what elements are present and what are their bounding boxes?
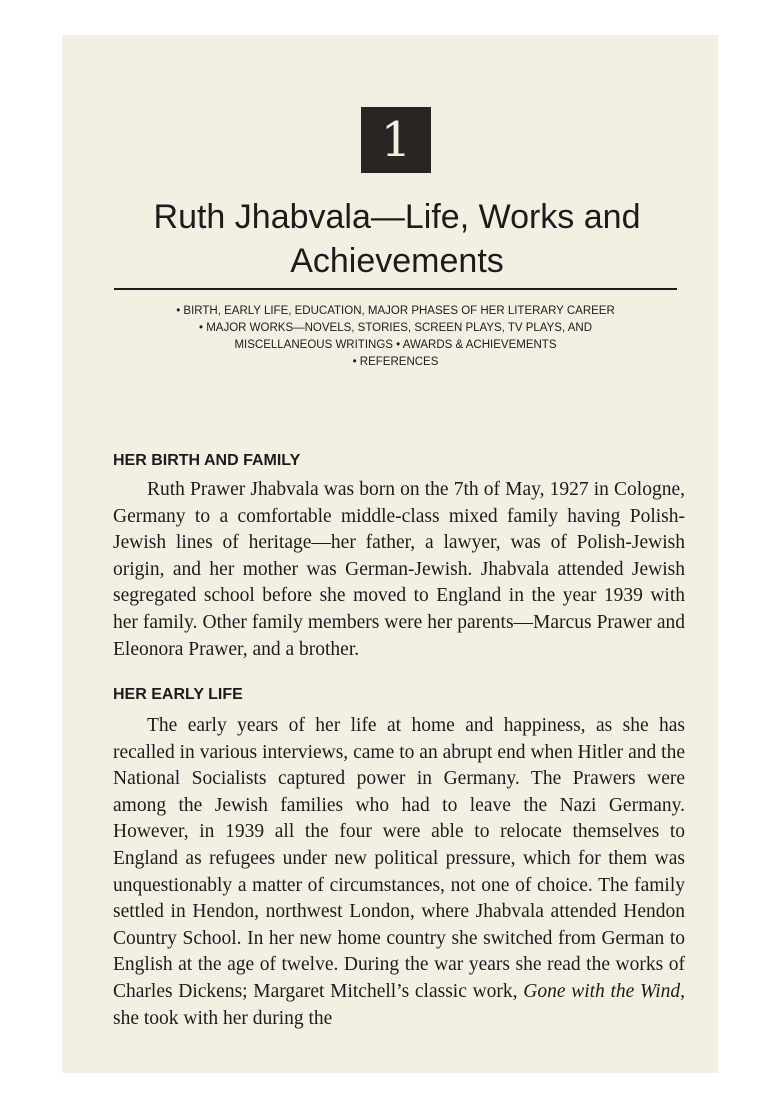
book-title: Gone with the Wind, [523, 980, 685, 1002]
chapter-topics [114, 303, 677, 371]
topics-line-3: MISCELLANEOUS WRITINGS • AWARDS & ACHIEVEMENTS [234, 339, 557, 351]
paragraph-early-life [113, 713, 685, 1032]
section-heading-birth: HER BIRTH AND FAMILY [113, 452, 301, 469]
chapter-title-line-2: Achievements [290, 242, 504, 280]
topics-line-4: • REFERENCES [352, 356, 439, 368]
paragraph-early-life-text-2: she took with her during the [113, 1007, 333, 1029]
chapter-title-line-1: Ruth Jhabvala—Life, Works and [153, 198, 641, 236]
section-heading-early-life: HER EARLY LIFE [113, 686, 243, 703]
chapter-number: 1 [380, 112, 412, 168]
topics-line-2: • MAJOR WORKS—NOVELS, STORIES, SCREEN PLAYS, TV PLAYS, AND [199, 322, 592, 334]
chapter-number-box [361, 107, 431, 173]
book-page [62, 35, 718, 1073]
paragraph-birth: Ruth Prawer Jhabvala was born on the 7th of May, 1927 in Cologne, Germany to a comfortable middle-class mixed family having Polish-Jewish lines of heritage—her father, a lawyer, was of Polish-Jewish origin, and her mother was German-Jewish. Jhabvala attended Jewish segregated school before she moved to England in the year 1939 with her family. Other family members were her parents—Marcus Prawer and Eleonora Prawer, and a brother. [113, 479, 685, 660]
paragraph-early-life-text-1: The early years of her life at home and happiness, as she has recalled in various interviews, came to an abrupt end when Hitler and the National Socialists captured power in Germany. The Prawers were among the Jewish families who had to leave the Nazi Germany. However, in 1939 all the four were able to relocate themselves to England as refugees under new political pressure, which for them was unquestionably a matter of circumstances, not one of choice. The family settled in Hendon, northwest London, where Jhabvala attended Hendon Country School. In her new home country she switched from German to English at the age of twelve. During the war years she read the works of Charles Dickens; Margaret Mitchell’s classic work, [113, 715, 685, 1002]
topics-line-1: • BIRTH, EARLY LIFE, EDUCATION, MAJOR PHASES OF HER LITERARY CAREER [176, 305, 615, 317]
chapter-title [102, 195, 692, 283]
title-divider [114, 288, 677, 290]
